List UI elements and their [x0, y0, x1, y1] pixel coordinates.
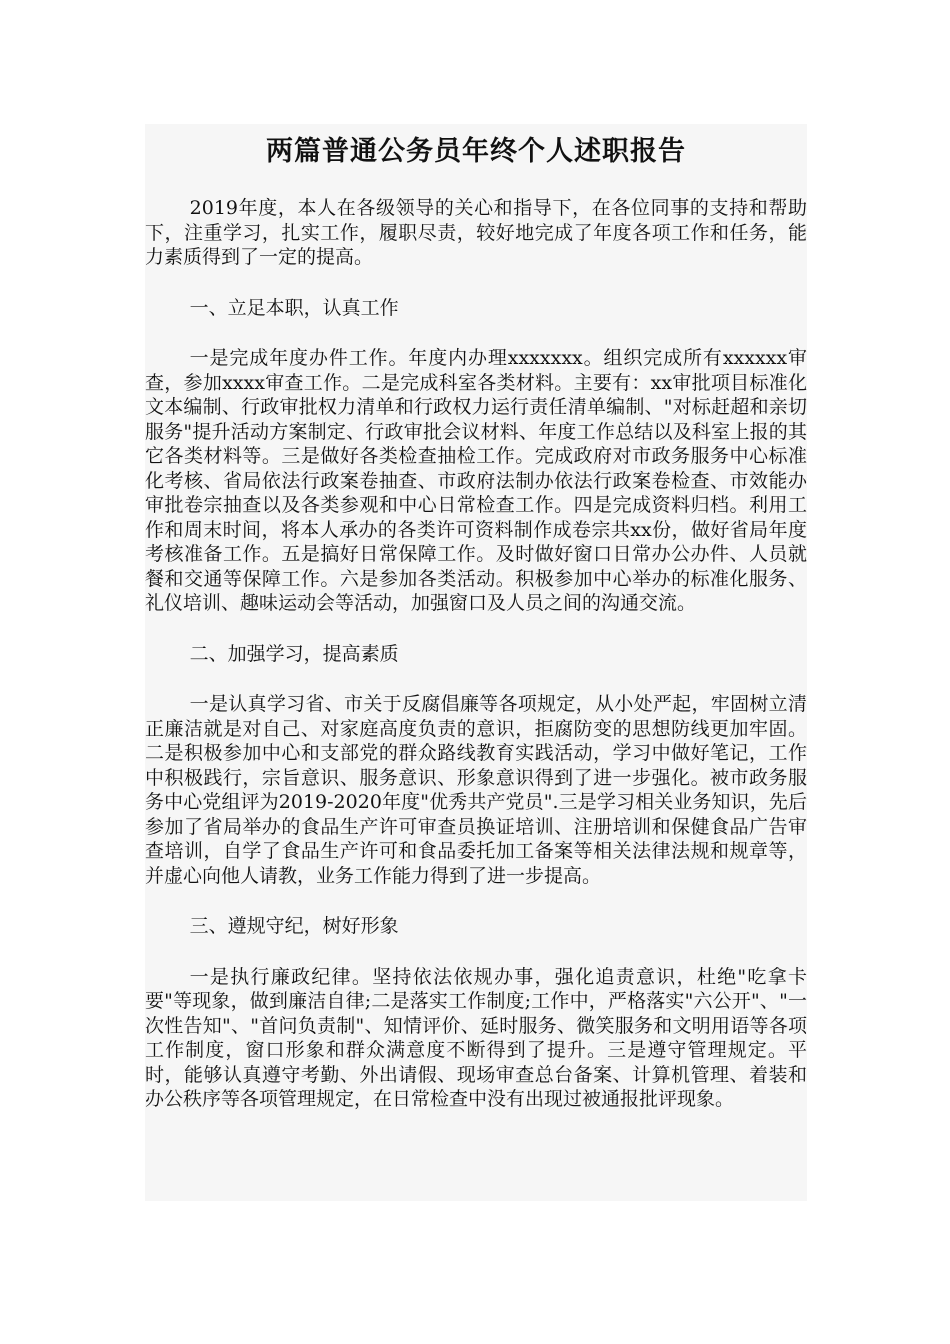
section-heading-3: 三、遵规守纪，树好形象: [189, 915, 399, 937]
section-body-1: 一是完成年度办件工作。年度内办理xxxxxxx。组织完成所有xxxxxx审查，参加xxxx审查工作。二是完成科室各类材料。主要有：xx审批项目标准化文本编制、行政审批权力清单和行政权力运行责任清单编制、"对标赶超和亲切服务"提升活动方案制定、行政审批会议材料、年度工作总结以及科室上报的其它各类材料等。三是做好各类检查抽检工作。完成政府对市政务服务中心标准化考核、省局依法行政案卷抽查、市政府法制办依法行政案卷检查、市效能办审批卷宗抽查以及各类参观和中心日常检查工作。四是完成资料归档。利用工作和周末时间，将本人承办的各类许可资料制作成卷宗共xx份，做好省局年度考核准备工作。五是搞好日常保障工作。及时做好窗口日常办公办件、人员就餐和交通等保障工作。六是参加各类活动。积极参加中心举办的标准化服务、礼仪培训、趣味运动会等活动，加强窗口及人员之间的沟通交流。: [145, 347, 807, 614]
section-heading-1: 一、立足本职，认真工作: [189, 296, 399, 319]
section-heading-2: 二、加强学习，提高素质: [189, 642, 399, 665]
section-body-3: 一是执行廉政纪律。坚持依法依规办事，强化追责意识，杜绝"吃拿卡要"等现象，做到廉洁自律;二是落实工作制度;工作中，严格落实"六公开"、"一次性告知"、"首问负责制"、知情评价、延时服务、微笑服务和文明用语等各项工作制度，窗口形象和群众满意度不断得到了提升。三是遵守管理规定。平时，能够认真遵守考勤、外出请假、现场审查总台备案、计算机管理、着装和办公秩序等各项管理规定，在日常检查中没有出现过被通报批评现象。: [145, 965, 807, 1110]
section-body-2: 一是认真学习省、市关于反腐倡廉等各项规定，从小处严起，牢固树立清正廉洁就是对自己、对家庭高度负责的意识，拒腐防变的思想防线更加牢固。二是积极参加中心和支部党的群众路线教育实践活动，学习中做好笔记，工作中积极践行，宗旨意识、服务意识、形象意识得到了进一步强化。被市政务服务中心党组评为2019-2020年度"优秀共产党员".三是学习相关业务知识，先后参加了省局举办的食品生产许可审查员换证培训、注册培训和保健食品广告审查培训，自学了食品生产许可和食品委托加工备案等相关法律法规和规章等，并虚心向他人请教，业务工作能力得到了进一步提高。: [145, 693, 807, 887]
document-page: [145, 124, 807, 1201]
intro-paragraph: 2019年度，本人在各级领导的关心和指导下，在各位同事的支持和帮助下，注重学习，扎实工作，履职尽责，较好地完成了年度各项工作和任务，能力素质得到了一定的提高。: [145, 197, 807, 268]
document-title: 两篇普通公务员年终个人述职报告: [266, 136, 686, 167]
document-body: [145, 196, 807, 1138]
